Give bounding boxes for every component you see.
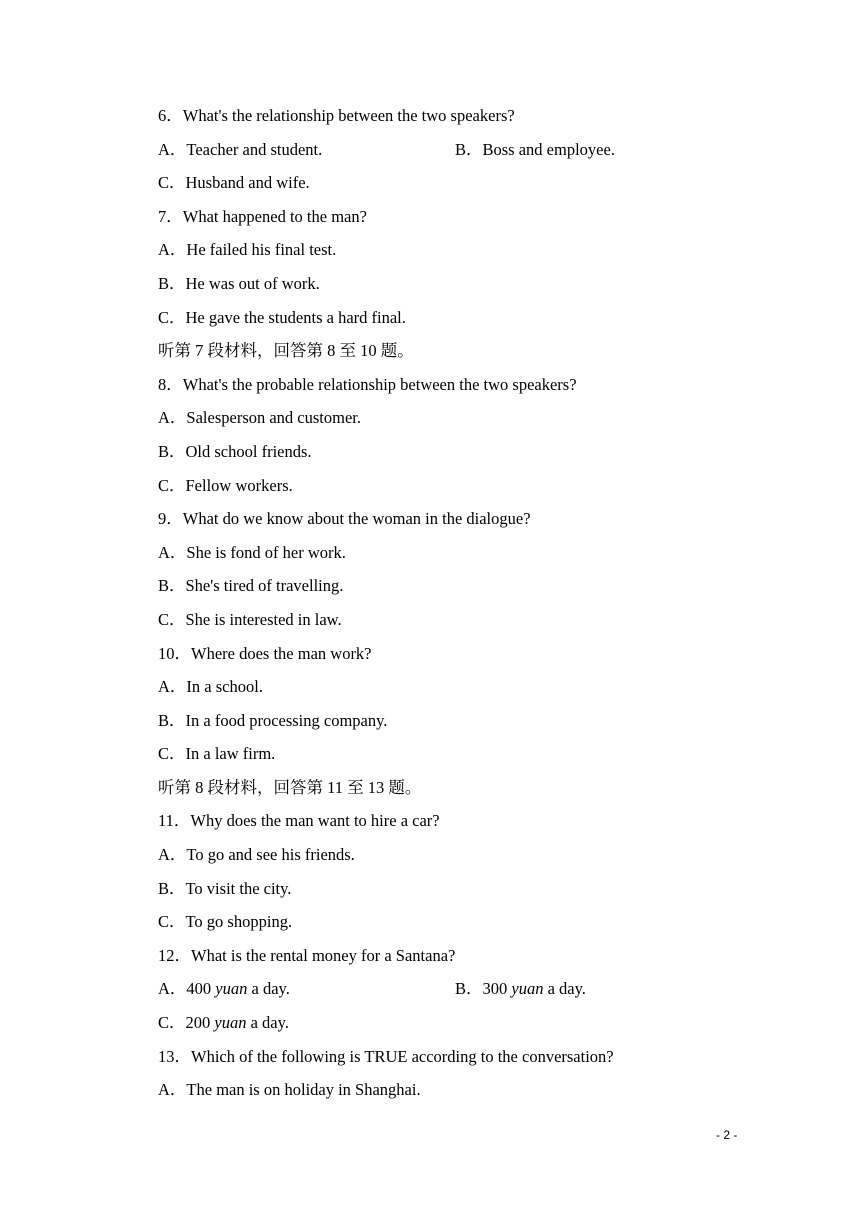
option-c: C．He gave the students a hard final.	[158, 307, 406, 327]
option-c	[158, 1010, 758, 1044]
option-b: B．He was out of work.	[158, 273, 320, 293]
option-a: A．Salesperson and customer.	[158, 408, 362, 428]
question-6: 6．What's the relationship between the two speakers?	[158, 106, 515, 125]
option-a	[158, 976, 290, 1002]
question-9: 9．What do we know about the woman in the dialogue?	[158, 509, 531, 529]
option-a: A．Teacher and student.	[158, 139, 323, 159]
option-b-suffix: a day.	[543, 979, 586, 999]
currency-unit: yuan	[214, 1013, 247, 1033]
option-b: B．Old school friends.	[158, 441, 312, 461]
question-6-options-row	[158, 137, 758, 171]
option-a: A．To go and see his friends.	[158, 845, 355, 865]
option-b: B．Boss and employee.	[455, 139, 615, 159]
question-12-options-row	[158, 976, 758, 1010]
option-c: C．Husband and wife.	[158, 173, 310, 193]
question-8: 8．What's the probable relationship between the two speakers?	[158, 374, 577, 394]
section-instruction: 听第 7 段材料，回答第 8 至 10 题。	[158, 341, 414, 361]
currency-unit: yuan	[511, 979, 544, 999]
option-b: B．She's tired of travelling.	[158, 576, 344, 596]
page-number: - 2 -	[716, 1128, 738, 1142]
option-a: A．He failed his final test.	[158, 240, 337, 260]
option-a: A．In a school.	[158, 677, 263, 697]
option-b	[455, 976, 586, 1002]
option-c-suffix: a day.	[246, 1013, 289, 1033]
option-b-prefix: B．300	[455, 979, 512, 999]
option-a: A．The man is on holiday in Shanghai.	[158, 1080, 421, 1100]
question-10: 10．Where does the man work?	[158, 643, 372, 663]
question-12: 12．What is the rental money for a Santana?	[158, 945, 456, 965]
question-list	[158, 103, 758, 1111]
option-b: B．In a food processing company.	[158, 710, 388, 730]
option-b: B．To visit the city.	[158, 878, 292, 898]
option-a-prefix: A．400	[158, 979, 216, 999]
option-c: C．She is interested in law.	[158, 609, 342, 629]
section-instruction: 听第 8 段材料，回答第 11 至 13 题。	[158, 777, 422, 797]
option-c-prefix: C．200	[158, 1013, 215, 1033]
option-a-suffix: a day.	[247, 979, 290, 999]
option-c: C．To go shopping.	[158, 912, 293, 932]
option-a: A．She is fond of her work.	[158, 542, 346, 562]
option-c: C．In a law firm.	[158, 744, 276, 764]
question-7: 7．What happened to the man?	[158, 206, 367, 226]
question-13: 13．Which of the following is TRUE according to the conversation?	[158, 1046, 614, 1066]
question-11: 11．Why does the man want to hire a car?	[158, 811, 440, 831]
currency-unit: yuan	[215, 979, 248, 999]
option-c: C．Fellow workers.	[158, 475, 293, 495]
